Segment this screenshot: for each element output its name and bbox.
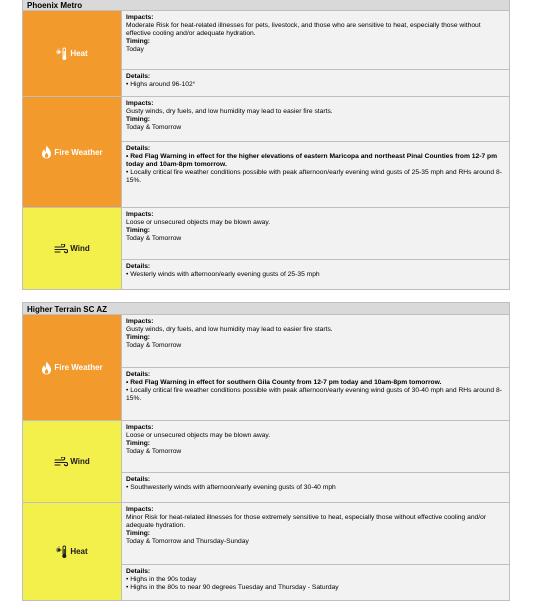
impacts-cell	[122, 315, 509, 367]
details-label: Details:	[126, 371, 151, 378]
section-phoenix-metro	[22, 0, 510, 290]
thermometer-sun-icon	[56, 545, 68, 559]
timing-label: Timing:	[126, 38, 151, 45]
wind-icon	[54, 244, 68, 254]
impacts-text: Gusty winds, dry fuels, and low humidity may lead to easier fire starts.	[126, 108, 333, 115]
hazard-name: Wind	[70, 457, 90, 466]
detail-item: • Red Flag Warning in effect for the higher elevations of eastern Maricopa and northeast Pinal Counties from 12-7 pm today and 10am-8pm tomorrow.	[126, 153, 498, 168]
details-cell	[122, 259, 509, 289]
details-cell	[122, 472, 509, 502]
timing-label: Timing:	[126, 334, 151, 341]
hazard-label-cell	[23, 97, 122, 207]
hazard-row-heat	[22, 11, 510, 97]
detail-item: • Westerly winds with afternoon/early evening gusts of 25-35 mph	[126, 271, 320, 278]
hazard-name: Fire Weather	[54, 147, 103, 157]
detail-item: • Southwesterly winds with afternoon/early evening gusts of 30-40 mph	[126, 484, 336, 491]
hazard-row-heat	[22, 503, 510, 601]
details-cell	[122, 69, 509, 96]
hazard-row-fire-weather	[22, 315, 510, 421]
timing-label: Timing:	[126, 530, 151, 537]
hazard-label-cell	[23, 208, 122, 289]
hazard-name: Wind	[70, 244, 90, 253]
details-label: Details:	[126, 145, 151, 152]
details-label: Details:	[126, 568, 151, 575]
hazard-label-cell	[23, 503, 122, 600]
hazard-row-fire-weather	[22, 97, 510, 208]
timing-text: Today & Tomorrow	[126, 342, 182, 349]
timing-text: Today & Tomorrow and Thursday-Sunday	[126, 538, 249, 545]
timing-label: Timing:	[126, 440, 151, 447]
impacts-label: Impacts:	[126, 424, 154, 431]
detail-item: • Locally critical fire weather conditions possible with peak afternoon/early evening wind gusts of 25-35 mph and RHs around 8-15%.	[126, 169, 502, 184]
details-cell	[122, 564, 509, 600]
hazard-name: Heat	[70, 49, 88, 58]
details-label: Details:	[126, 263, 151, 270]
flame-icon	[41, 145, 52, 159]
impacts-cell	[122, 421, 509, 472]
impacts-cell	[122, 208, 509, 259]
impacts-cell	[122, 503, 509, 564]
impacts-label: Impacts:	[126, 100, 154, 107]
timing-label: Timing:	[126, 116, 151, 123]
impacts-text: Loose or unsecured objects may be blown away.	[126, 219, 271, 226]
section-higher-terrain-sc-az	[22, 302, 510, 601]
timing-text: Today	[126, 46, 144, 53]
details-label: Details:	[126, 73, 151, 80]
detail-item: • Red Flag Warning in effect for southern Gila County from 12-7 pm today and 10am-8pm tomorrow.	[126, 379, 442, 386]
impacts-label: Impacts:	[126, 506, 154, 513]
hazard-label-cell	[23, 11, 122, 96]
detail-item: • Highs in the 90s today	[126, 576, 197, 583]
hazard-label-cell	[23, 421, 122, 502]
timing-text: Today & Tomorrow	[126, 448, 182, 455]
hazard-row-wind	[22, 208, 510, 290]
detail-item: • Locally critical fire weather conditions possible with peak afternoon/early evening wind gusts of 30-40 mph and RHs around 8-15%.	[126, 387, 502, 402]
section-title: Higher Terrain SC AZ	[22, 302, 510, 315]
timing-text: Today & Tomorrow	[126, 235, 182, 242]
flame-icon	[41, 361, 52, 375]
impacts-text: Gusty winds, dry fuels, and low humidity may lead to easier fire starts.	[126, 326, 333, 333]
impacts-label: Impacts:	[126, 318, 154, 325]
detail-item: • Highs in the 80s to near 90 degrees Tuesday and Thursday - Saturday	[126, 584, 339, 591]
details-label: Details:	[126, 476, 151, 483]
impacts-text: Minor Risk for heat-related illnesses for those extremely sensitive to heat, especially those without effective cooling and/or adequate hydration.	[126, 514, 487, 529]
timing-text: Today & Tomorrow	[126, 124, 182, 131]
hazard-row-wind	[22, 421, 510, 503]
impacts-text: Moderate Risk for heat-related illnesses for pets, livestock, and those who are sensitive to heat, especially those without effective cooling and/or adequate hydration.	[126, 22, 481, 37]
impacts-label: Impacts:	[126, 14, 154, 21]
impacts-label: Impacts:	[126, 211, 154, 218]
thermometer-sun-icon	[56, 47, 68, 61]
wind-icon	[54, 457, 68, 467]
timing-label: Timing:	[126, 227, 151, 234]
impacts-cell	[122, 97, 509, 141]
impacts-cell	[122, 11, 509, 69]
detail-item: • Highs around 96-102°	[126, 81, 196, 88]
impacts-text: Loose or unsecured objects may be blown away.	[126, 432, 271, 439]
hazard-label-cell	[23, 315, 122, 420]
hazard-name: Fire Weather	[54, 363, 103, 372]
hazard-name: Heat	[70, 547, 88, 556]
section-title: Phoenix Metro	[22, 0, 510, 11]
details-cell	[122, 141, 509, 207]
details-cell	[122, 367, 509, 420]
